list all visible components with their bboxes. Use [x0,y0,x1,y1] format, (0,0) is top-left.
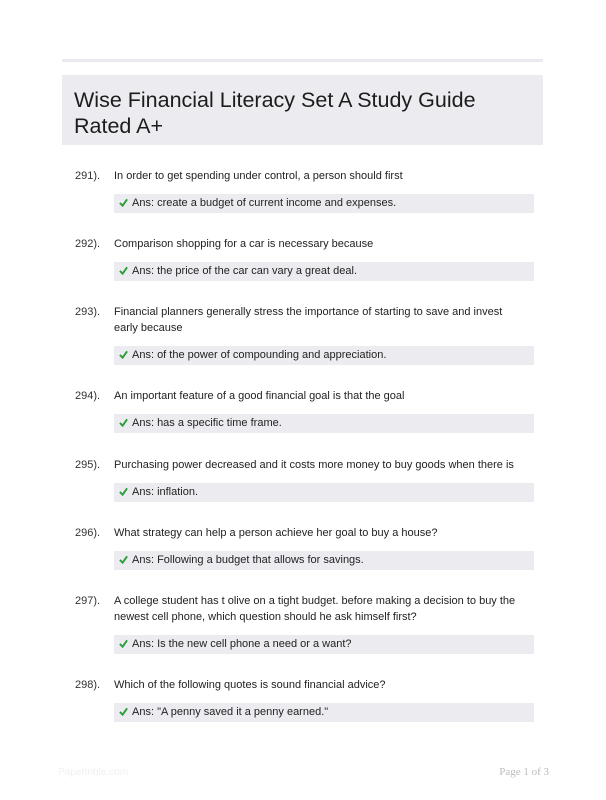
answer-box [114,483,534,502]
check-icon [119,198,128,207]
check-icon [119,418,128,427]
top-divider [62,59,543,62]
answer-text: Ans: of the power of compounding and appreciation. [132,349,387,361]
answer-box [114,414,534,433]
question-text: What strategy can help a person achieve her goal to buy a house? [114,527,438,539]
question-number: 296). [75,527,101,539]
answer-box [114,346,534,365]
check-icon [119,707,128,716]
question-number: 292). [75,238,101,250]
answer-box [114,194,534,213]
footer-watermark: Papertrible.com [58,767,129,778]
page-indicator: Page 1 of 3 [499,766,549,778]
question-number: 293). [75,306,101,318]
question-text: Purchasing power decreased and it costs more money to buy goods when there is [114,459,514,471]
answer-text: Ans: the price of the car can vary a great deal. [132,265,358,277]
question-text: Financial planners generally stress the importance of starting to save and invest early because [114,306,503,334]
question-number: 295). [75,459,101,471]
answer-text: Ans: Following a budget that allows for savings. [132,554,364,566]
question-text: A college student has t olive on a tight budget. before making a decision to buy the newest cell phone, which question should he ask himself first? [114,595,516,623]
check-icon [119,555,128,564]
question-text: In order to get spending under control, a person should first [114,170,403,182]
answer-box [114,703,534,722]
page-title: Wise Financial Literacy Set A Study Guide Rated A+ [74,88,476,138]
answer-text: Ans: inflation. [132,486,199,498]
question-number: 297). [75,595,101,607]
answer-box [114,635,534,654]
answer-text: Ans: has a specific time frame. [132,417,282,429]
answer-box [114,262,534,281]
answer-box [114,551,534,570]
question-number: 298). [75,679,101,691]
question-text: Which of the following quotes is sound financial advice? [114,679,386,691]
check-icon [119,266,128,275]
title-banner [62,75,543,145]
check-icon [119,487,128,496]
question-text: An important feature of a good financial goal is that the goal [114,390,405,402]
answer-text: Ans: "A penny saved it a penny earned." [132,706,329,718]
check-icon [119,639,128,648]
answer-text: Ans: Is the new cell phone a need or a want? [132,638,352,650]
check-icon [119,350,128,359]
answer-text: Ans: create a budget of current income and expenses. [132,197,397,209]
question-number: 291). [75,170,101,182]
question-number: 294). [75,390,101,402]
question-text: Comparison shopping for a car is necessary because [114,238,374,250]
